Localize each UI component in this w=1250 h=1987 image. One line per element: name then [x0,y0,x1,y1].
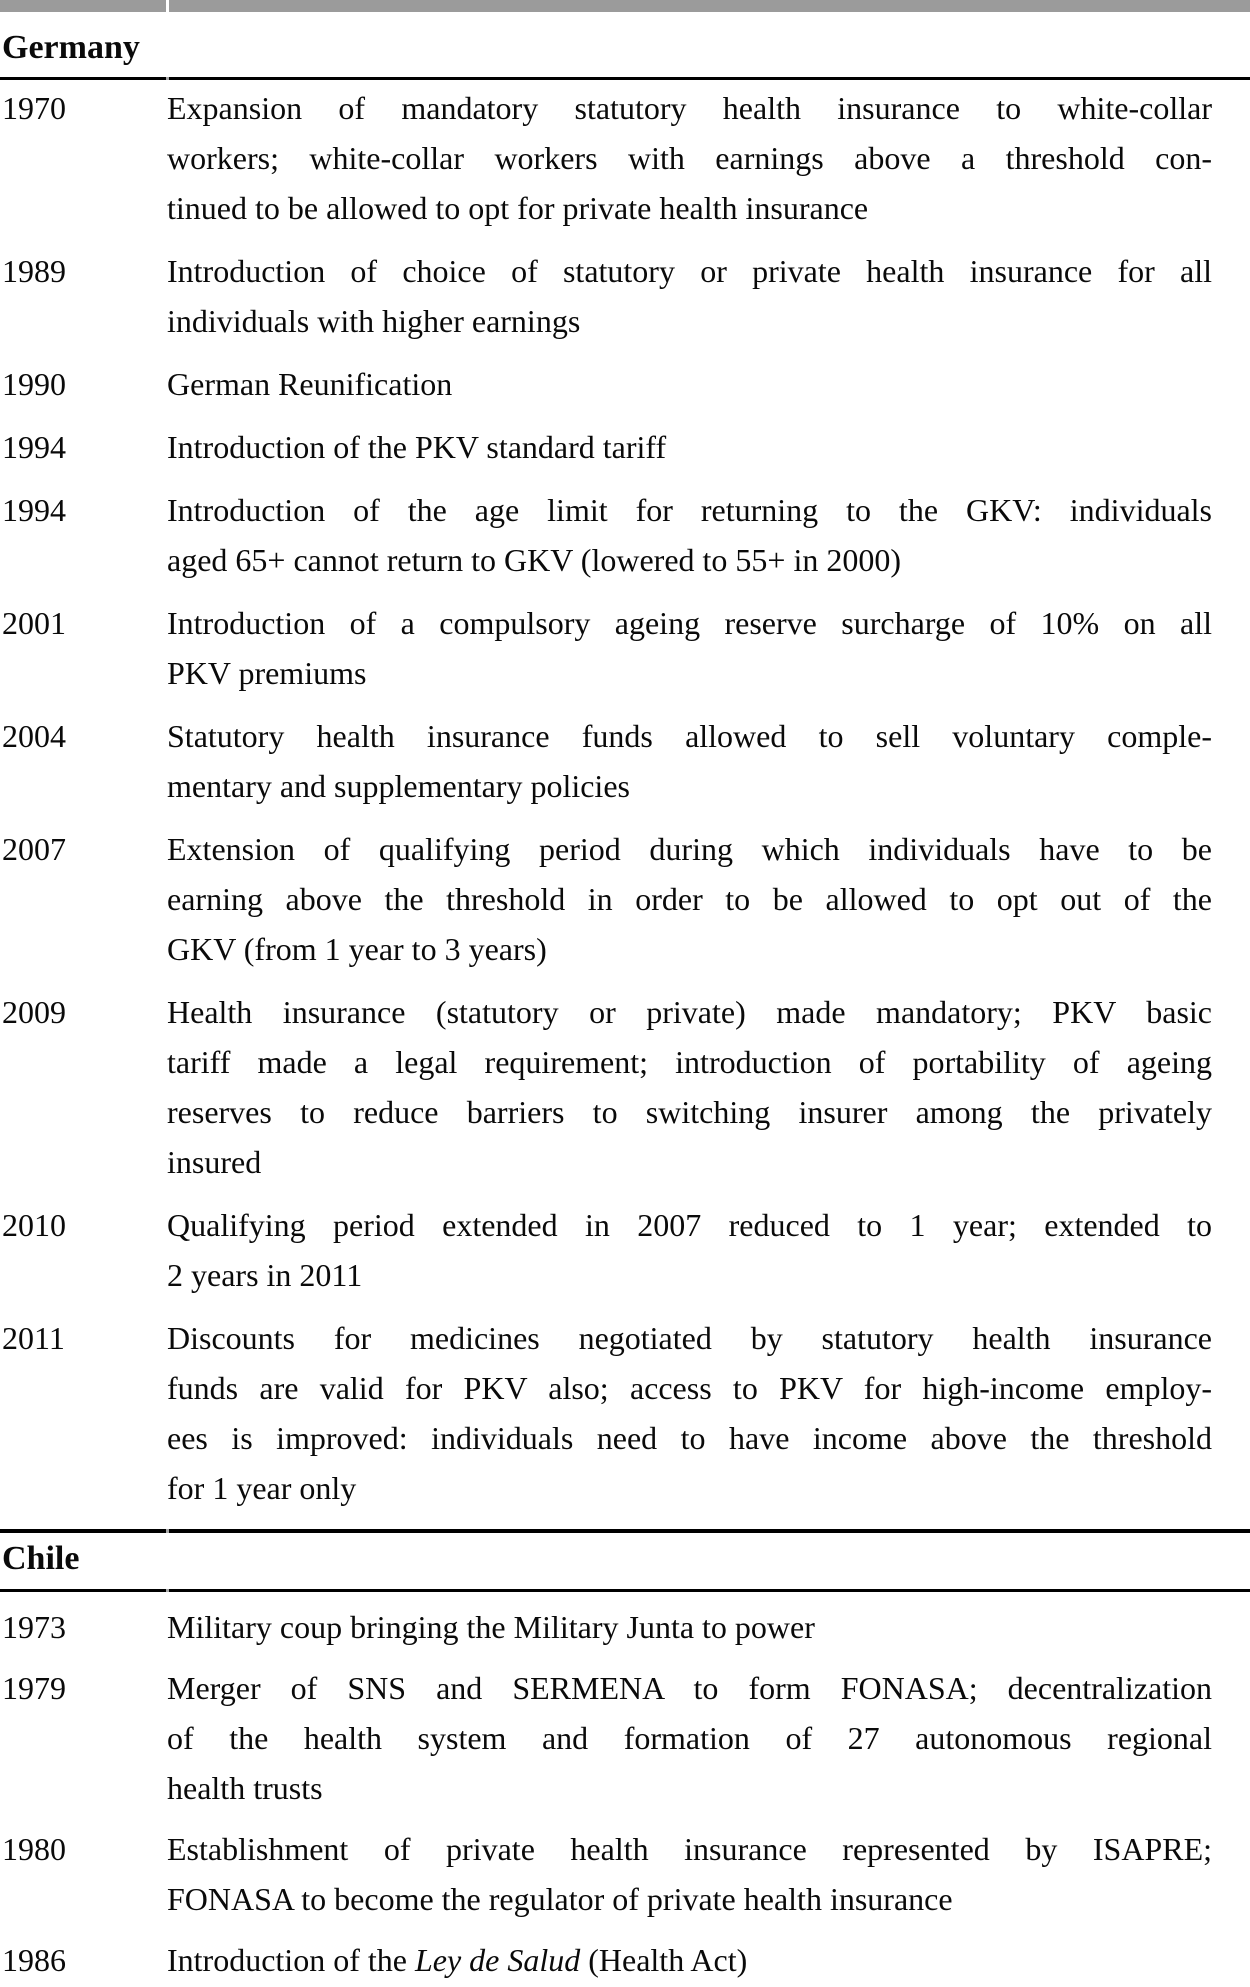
description-line: PKV premiums [167,655,367,691]
table-row [2,1313,1212,1513]
description-line: reserves to reduce barriers to switching insurer among the privately [167,1094,1212,1130]
section-chile [0,1529,1250,1985]
description-cell [167,83,1212,233]
description-cell [167,1663,1212,1813]
description-line: Expansion of mandatory statutory health insurance to white-collar [167,90,1212,126]
description-cell [167,824,1212,974]
description-line: German Reunification [167,366,453,402]
description-line: Introduction of the PKV standard tariff [167,429,667,465]
section-header-chile: Chile [2,1540,80,1577]
description-cell [167,1935,1212,1985]
description-cell [167,598,1212,698]
year-cell: 1994 [2,429,66,465]
description-cell [167,246,1212,346]
column-divider-gap [166,1529,169,1533]
year-cell: 2011 [2,1320,65,1356]
table-row [2,824,1212,974]
description-cell [167,987,1212,1187]
description-line: for 1 year only [167,1470,357,1506]
description-line: Introduction of the age limit for returning to the GKV: individuals [167,492,1212,528]
year-cell: 2009 [2,994,66,1030]
table-row [2,1824,1212,1924]
description-line: workers; white-collar workers with earnings above a threshold con- [167,140,1212,176]
table-row [2,1663,1212,1813]
description-cell [167,485,1212,585]
table-row [2,987,1212,1187]
description-line: earning above the threshold in order to be allowed to opt out of the [167,881,1212,917]
chile-entries [0,1592,1250,1985]
top-gray-bar [0,0,1250,12]
description-cell [167,1602,1212,1652]
year-cell: 1986 [2,1942,66,1978]
year-cell: 1970 [2,90,66,126]
column-divider-gap [166,0,169,12]
section-header-germany: Germany [2,29,140,66]
description-line: Health insurance (statutory or private) made mandatory; PKV basic [167,994,1212,1030]
description-line: ees is improved: individuals need to have income above the threshold [167,1420,1212,1456]
description-line: Establishment of private health insurance represented by ISAPRE; [167,1831,1212,1867]
description-cell [167,1824,1212,1924]
description-line: funds are valid for PKV also; access to PKV for high-income employ- [167,1370,1212,1406]
year-cell: 1990 [2,366,66,402]
description-cell [167,359,1212,409]
description-line: insured [167,1144,262,1180]
italic-text: Ley de Salud [414,1942,581,1978]
description-line: Discounts for medicines negotiated by statutory health insurance [167,1320,1212,1356]
year-cell: 1994 [2,492,66,528]
year-cell: 1980 [2,1831,66,1867]
table-row [2,83,1212,233]
description-line: of the health system and formation of 27 autonomous regional [167,1720,1212,1756]
year-cell: 1973 [2,1609,66,1645]
description-line: mentary and supplementary policies [167,768,630,804]
table-row [2,711,1212,811]
description-line: Statutory health insurance funds allowed to sell voluntary comple- [167,718,1212,754]
section-divider-rule [0,1529,1250,1533]
description-line: 2 years in 2011 [167,1257,363,1293]
description-line: aged 65+ cannot return to GKV (lowered to 55+ in 2000) [167,542,901,578]
section-germany [0,12,1250,1513]
year-cell: 2001 [2,605,66,641]
description-line: Military coup bringing the Military Junta to power [167,1609,815,1645]
description-line: Merger of SNS and SERMENA to form FONASA; decentralization [167,1670,1212,1706]
column-divider-gap [166,77,169,80]
header-rule [0,1589,1250,1592]
column-divider-gap [166,1589,169,1592]
text-segment: (Health Act) [580,1942,748,1978]
table-row [2,1935,1212,1985]
description-line: GKV (from 1 year to 3 years) [167,931,547,967]
description-line: Introduction of choice of statutory or private health insurance for all [167,253,1212,289]
table-row [2,598,1212,698]
description-line: FONASA to become the regulator of private health insurance [167,1881,953,1917]
description-line: Introduction of a compulsory ageing reserve surcharge of 10% on all [167,605,1212,641]
year-cell: 1979 [2,1670,66,1706]
description-line [167,1935,1212,1985]
year-cell: 2004 [2,718,66,754]
description-line: Qualifying period extended in 2007 reduced to 1 year; extended to [167,1207,1212,1243]
text-segment: Introduction of the [167,1942,415,1978]
table-row [2,1200,1212,1300]
description-cell [167,1200,1212,1300]
description-line: tariff made a legal requirement; introduction of portability of ageing [167,1044,1212,1080]
year-cell: 2010 [2,1207,66,1243]
description-line: health trusts [167,1770,323,1806]
description-cell [167,711,1212,811]
table-row [2,246,1212,346]
description-cell [167,422,1212,472]
table-row [2,359,1212,409]
description-cell [167,1313,1212,1513]
year-cell: 2007 [2,831,66,867]
description-line: Extension of qualifying period during which individuals have to be [167,831,1212,867]
table-row [2,1602,1212,1652]
table-row [2,485,1212,585]
year-cell: 1989 [2,253,66,289]
header-rule [0,77,1250,80]
germany-entries [0,80,1250,1513]
description-line: tinued to be allowed to opt for private health insurance [167,190,869,226]
table-row [2,422,1212,472]
description-line: individuals with higher earnings [167,303,581,339]
